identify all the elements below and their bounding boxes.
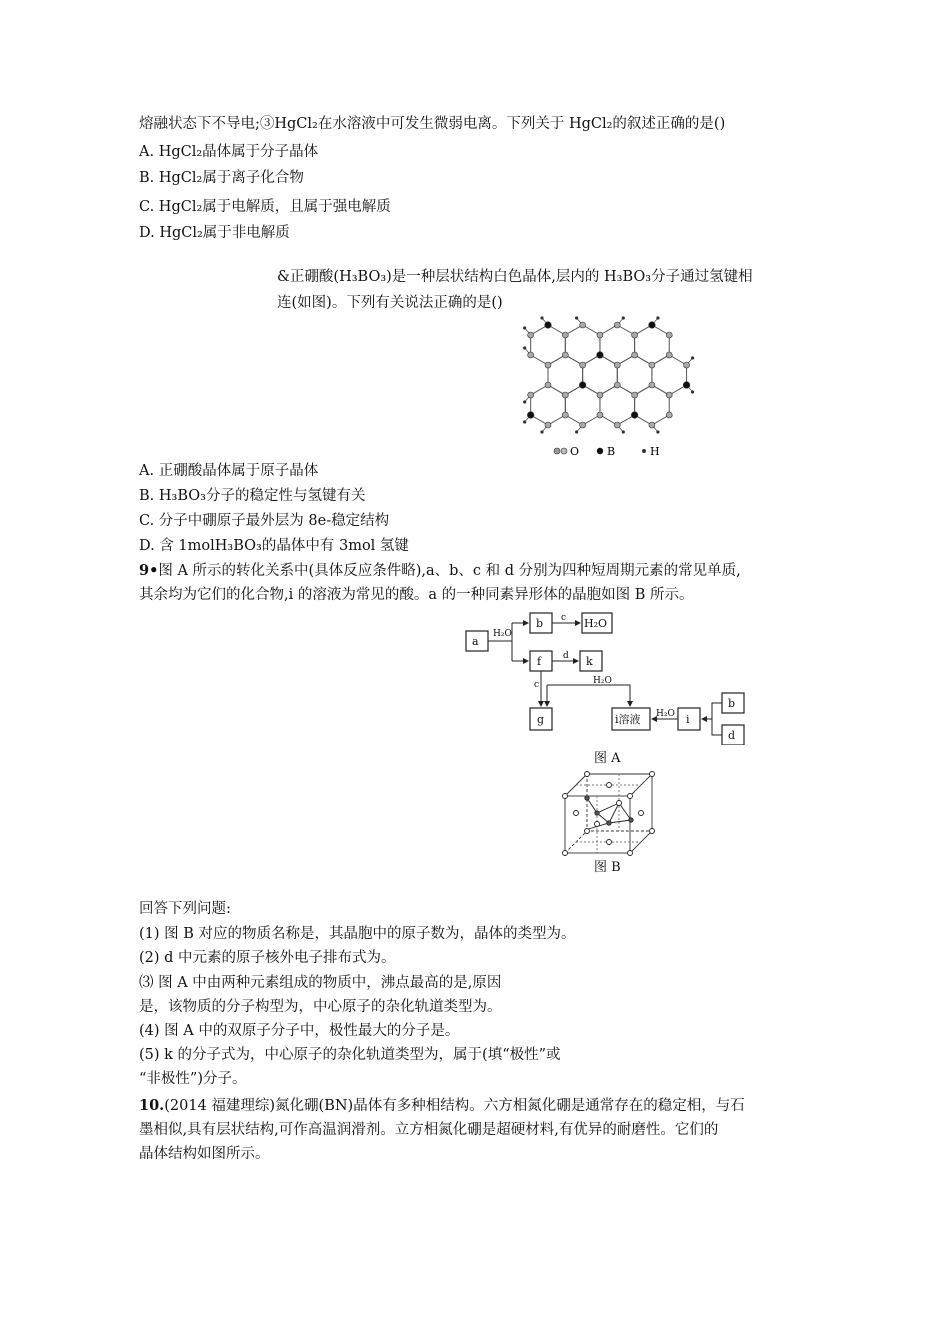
hexagon-ring bbox=[565, 385, 600, 425]
bracket-b-d bbox=[712, 703, 722, 735]
oxygen-atom bbox=[562, 352, 568, 358]
legend-oxygen-marker-2 bbox=[561, 448, 567, 454]
node-b-label: b bbox=[536, 617, 544, 630]
q9-question-2: (2) d 中元素的原子核外电子排布式为。 bbox=[139, 950, 396, 966]
hexagon-ring bbox=[600, 385, 635, 425]
legend-boron-label: B bbox=[607, 445, 616, 458]
oxygen-atom bbox=[580, 322, 586, 328]
q7-option-b: B. HgCl₂属于离子化合物 bbox=[139, 170, 304, 186]
arrow-label-h2o-1: H₂O bbox=[493, 629, 512, 639]
q8-stem-line2: 连(如图)。下列有关说法正确的是() bbox=[277, 295, 503, 311]
oxygen-atom bbox=[545, 362, 551, 368]
boron-atom bbox=[683, 382, 690, 389]
node-g-label: g bbox=[537, 713, 545, 726]
legend-oxygen-marker bbox=[554, 448, 560, 454]
oxygen-atom bbox=[666, 392, 672, 398]
q10-source: (2014 福建理综) bbox=[164, 1098, 276, 1114]
q10-stem-line2: 墨相似,具有层状结构,可作高温润滑剂。立方相氮化硼是超硬材料,有优异的耐磨性。它们的 bbox=[139, 1122, 719, 1138]
hydrogen-atom bbox=[656, 430, 659, 433]
oxygen-atom bbox=[666, 412, 672, 418]
arrow-label-c-1: c bbox=[561, 613, 567, 623]
oxygen-atom bbox=[562, 332, 568, 338]
hydrogen-atom bbox=[691, 390, 694, 393]
q9-stem-line2: 其余均为它们的化合物,i 的溶液为常见的酸。a 的一种同素异形体的晶胞如图 B 所示。 bbox=[139, 587, 694, 603]
q9-question-5a: (5) k 的分子式为，中心原子的杂化轨道类型为，属于(填“极性”或 bbox=[139, 1047, 561, 1063]
node-h2o-label: H₂O bbox=[584, 617, 608, 630]
oxygen-atom bbox=[649, 362, 655, 368]
hydrogen-atom bbox=[540, 316, 543, 319]
oxygen-atom bbox=[632, 332, 638, 338]
q8-stem-line1: &正硼酸(H₃BO₃)是一种层状结构白色晶体,层内的 H₃BO₃分子通过氢键相 bbox=[277, 269, 753, 285]
q10-stem-line3: 晶体结构如图所示。 bbox=[139, 1146, 270, 1162]
q8-option-b: B. H₃BO₃分子的稳定性与氢键有关 bbox=[139, 488, 366, 504]
q7-option-a: A. HgCl₂晶体属于分子晶体 bbox=[139, 144, 319, 160]
oxygen-atom bbox=[614, 362, 620, 368]
hexagon-ring bbox=[617, 355, 652, 395]
oxygen-atom bbox=[580, 362, 586, 368]
node-d-label: d bbox=[728, 729, 736, 742]
oxygen-atom bbox=[580, 422, 586, 428]
oxygen-atom bbox=[528, 352, 534, 358]
oxygen-atom bbox=[632, 352, 638, 358]
q9-question-5b: “非极性”)分子。 bbox=[139, 1071, 247, 1087]
oxygen-atom bbox=[597, 332, 603, 338]
figure-b-unit-cell bbox=[555, 768, 665, 858]
q7-option-d: D. HgCl₂属于非电解质 bbox=[139, 225, 290, 241]
node-b2-label: b bbox=[728, 697, 736, 710]
oxygen-atom bbox=[562, 392, 568, 398]
arrow-label-d-1: d bbox=[563, 651, 569, 661]
q9-question-3a: ⑶ 图 A 中由两种元素组成的物质中，沸点最高的是,原因 bbox=[139, 975, 502, 991]
q7-stem: 熔融状态下不导电;③HgCl₂在水溶液中可发生微弱电离。下列关于 HgCl₂的叙述正确的是() bbox=[139, 116, 726, 132]
hydrogen-atom bbox=[523, 326, 526, 329]
boron-atom bbox=[579, 382, 586, 389]
hexagon-ring bbox=[565, 325, 600, 365]
q9-answer-intro: 回答下列问题: bbox=[139, 901, 231, 917]
oxygen-atom bbox=[614, 382, 620, 388]
boron-atom bbox=[545, 322, 552, 329]
arrow-label-c-2: c bbox=[534, 680, 540, 690]
legend-hydrogen-marker bbox=[642, 449, 646, 453]
figure-b-caption: 图 B bbox=[594, 860, 621, 875]
oxygen-atom bbox=[528, 392, 534, 398]
hydrogen-atom bbox=[575, 316, 578, 319]
oxygen-atom bbox=[545, 382, 551, 388]
figure-a-diagram bbox=[460, 605, 760, 745]
q8-option-c: C. 分子中硼原子最外层为 8e-稳定结构 bbox=[139, 513, 390, 529]
node-i-label: i bbox=[686, 713, 690, 726]
oxygen-atom bbox=[614, 422, 620, 428]
q10-stem-text: 氮化硼(BN)晶体有多种相结构。六方相氮化硼是通常存在的稳定相，与石 bbox=[275, 1098, 745, 1114]
boron-atom bbox=[631, 412, 638, 419]
hydrogen-atom bbox=[691, 356, 694, 359]
q8-option-d: D. 含 1molH₃BO₃的晶体中有 3mol 氢键 bbox=[139, 538, 409, 554]
node-i-solution-label: i溶液 bbox=[615, 713, 641, 726]
oxygen-atom bbox=[562, 412, 568, 418]
q9-question-3b: 是，该物质的分子构型为，中心原子的杂化轨道类型为。 bbox=[139, 999, 502, 1015]
hydrogen-atom bbox=[523, 400, 526, 403]
boric-acid-legend bbox=[554, 445, 660, 458]
hydrogen-atom bbox=[656, 316, 659, 319]
boric-acid-structure-figure bbox=[510, 315, 710, 465]
boric-acid-atoms bbox=[523, 316, 694, 433]
q8-option-a: A. 正硼酸晶体属于原子晶体 bbox=[139, 463, 319, 479]
oxygen-atom bbox=[666, 332, 672, 338]
hexagon-ring bbox=[583, 355, 618, 395]
oxygen-atom bbox=[545, 422, 551, 428]
hydrogen-atom bbox=[540, 430, 543, 433]
hexagon-ring bbox=[531, 385, 566, 425]
node-a-label: a bbox=[472, 635, 479, 648]
figure-a-caption: 图 A bbox=[594, 751, 621, 766]
oxygen-atom bbox=[684, 362, 690, 368]
hydrogen-atom bbox=[622, 430, 625, 433]
arrow-label-h2o-2: H₂O bbox=[593, 676, 612, 686]
hydrogen-atom bbox=[575, 430, 578, 433]
hexagon-ring bbox=[652, 355, 687, 395]
oxygen-atom bbox=[632, 392, 638, 398]
boron-atom bbox=[527, 412, 534, 419]
oxygen-atom bbox=[597, 392, 603, 398]
q10-number: 10. bbox=[139, 1097, 165, 1114]
q9-question-1: (1) 图 B 对应的物质名称是，其晶胞中的原子数为，晶体的类型为。 bbox=[139, 926, 576, 942]
oxygen-atom bbox=[649, 422, 655, 428]
hydrogen-atom bbox=[622, 316, 625, 319]
hexagon-ring bbox=[635, 385, 670, 425]
hexagon-ring bbox=[531, 325, 566, 365]
oxygen-atom bbox=[528, 332, 534, 338]
arrow-label-h2o-3: H₂O bbox=[656, 709, 675, 719]
hydrogen-atom bbox=[523, 420, 526, 423]
q9-number: 9• bbox=[139, 562, 159, 579]
node-f-label: f bbox=[537, 655, 542, 668]
q9-stem-line1 bbox=[139, 561, 741, 581]
boron-atom bbox=[597, 352, 604, 359]
oxygen-atom bbox=[597, 412, 603, 418]
q9-stem-text: 图 A 所示的转化关系中(具体反应条件略),a、b、c 和 d 分别为四种短周期元素的常见单质, bbox=[158, 563, 741, 579]
oxygen-atom bbox=[649, 382, 655, 388]
hexagon-ring bbox=[600, 325, 635, 365]
boron-atom bbox=[649, 322, 656, 329]
arrow-to-i-solution bbox=[547, 685, 630, 706]
legend-oxygen-label: O bbox=[570, 445, 580, 458]
legend-boron-marker bbox=[597, 448, 603, 454]
node-k-label: k bbox=[586, 655, 593, 668]
legend-hydrogen-label: H bbox=[650, 445, 660, 458]
q7-option-c: C. HgCl₂属于电解质，且属于强电解质 bbox=[139, 199, 391, 215]
oxygen-atom bbox=[666, 352, 672, 358]
hexagon-ring bbox=[635, 325, 670, 365]
hexagon-ring bbox=[548, 355, 583, 395]
hydrogen-atom bbox=[523, 346, 526, 349]
q9-question-4: (4) 图 A 中的双原子分子中，极性最大的分子是。 bbox=[139, 1023, 460, 1039]
q10-stem-line1 bbox=[139, 1096, 745, 1116]
oxygen-atom bbox=[614, 322, 620, 328]
